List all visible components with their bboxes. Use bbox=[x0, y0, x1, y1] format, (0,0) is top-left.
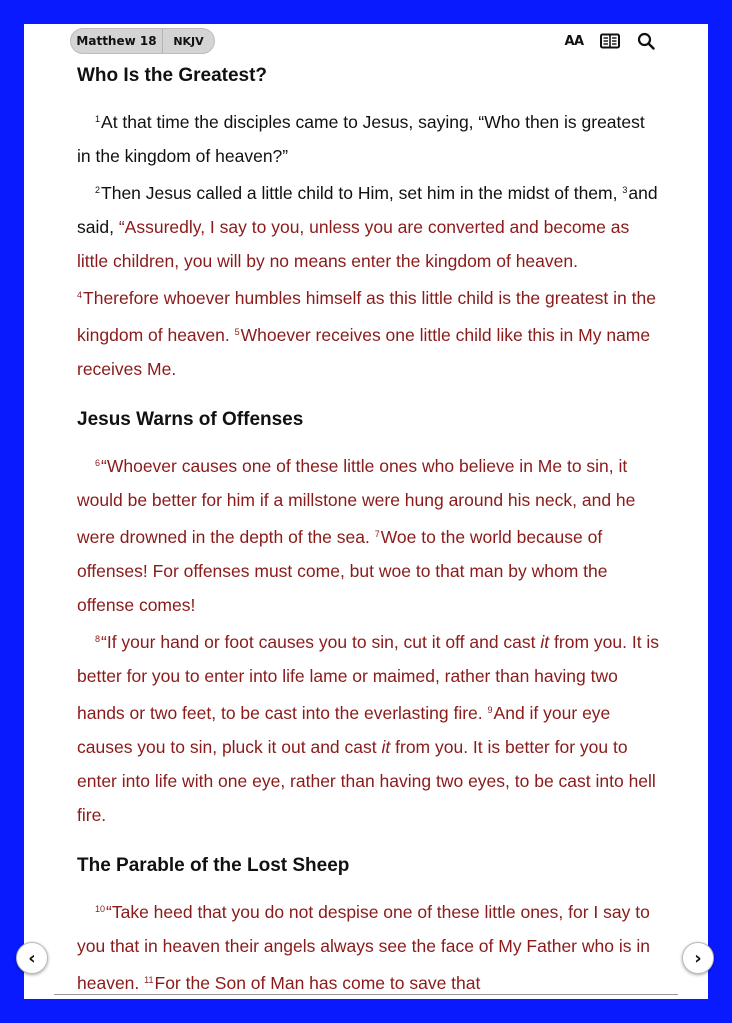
verse-text: and said, bbox=[77, 183, 658, 237]
verse-number: 1 bbox=[95, 114, 101, 124]
words-of-jesus: Whoever receives one little child like this in My name receives Me. bbox=[77, 325, 651, 379]
words-of-jesus: “Whoever causes one of these little ones who believe in Me to sin, it would be better for him if a millstone were hung around his neck, and he were drowned in the depth of the sea. bbox=[77, 456, 636, 547]
version-button[interactable]: NKJV bbox=[173, 34, 204, 48]
words-of-jesus: from you. It is better for you to enter into life lame or maimed, rather than having two hands or two feet, to be cast into the everlasting fire. bbox=[77, 632, 660, 723]
verse-text: Then Jesus called a little child to Him, set him in the midst of them, bbox=[101, 183, 618, 203]
chevron-left-icon[interactable] bbox=[16, 942, 48, 974]
words-of-jesus: “If your hand or foot causes you to sin, cut it off and cast bbox=[101, 632, 536, 652]
top-toolbar bbox=[24, 24, 708, 58]
prev-glyph: ‹ bbox=[28, 947, 36, 969]
words-of-jesus: “Take heed that you do not despise one of these little ones, for I say to you that in heaven their angels always see the face of My Father who is in heaven. bbox=[77, 902, 650, 993]
italic-word: it bbox=[540, 632, 550, 652]
verse-number: 2 bbox=[95, 185, 101, 195]
book-chapter-button[interactable]: Matthew 18 bbox=[71, 29, 163, 53]
font-size-label: AA bbox=[564, 33, 584, 49]
passage-selector bbox=[70, 28, 215, 54]
page-divider bbox=[54, 994, 678, 995]
verse-paragraph bbox=[77, 173, 662, 386]
verse-number: 7 bbox=[374, 529, 380, 539]
verse-number: 8 bbox=[95, 634, 101, 644]
chevron-right-icon[interactable] bbox=[682, 942, 714, 974]
verse-number: 10 bbox=[95, 904, 106, 914]
section-heading: Who Is the Greatest? bbox=[77, 65, 268, 86]
verse-text: At that time the disciples came to Jesus, saying, “Who then is greatest in the kingdom of heaven?” bbox=[77, 112, 645, 166]
verse-paragraph bbox=[77, 622, 662, 832]
next-glyph: › bbox=[694, 947, 702, 969]
verse-number: 5 bbox=[234, 327, 240, 337]
verse-paragraph bbox=[77, 892, 662, 999]
font-size-icon[interactable] bbox=[562, 30, 586, 52]
book-view-icon[interactable] bbox=[598, 30, 622, 52]
words-of-jesus: And if your eye causes you to sin, pluck it out and cast bbox=[77, 703, 611, 757]
chapter-content bbox=[77, 56, 662, 999]
words-of-jesus: “Assuredly, I say to you, unless you are converted and become as little children, you will by no means enter the kingdom of heaven. bbox=[77, 217, 630, 271]
section-heading: The Parable of the Lost Sheep bbox=[77, 855, 350, 876]
verse-number: 3 bbox=[622, 185, 628, 195]
toolbar-icons bbox=[562, 30, 658, 52]
words-of-jesus: Woe to the world because of offenses! For offenses must come, but woe to that man by whom the offense comes! bbox=[77, 527, 608, 615]
verse-number: 11 bbox=[144, 975, 154, 985]
words-of-jesus: from you. It is better for you to enter into life with one eye, rather than having two eyes, to be cast into hell fire. bbox=[77, 737, 656, 825]
search-icon[interactable] bbox=[634, 30, 658, 52]
reader-page bbox=[24, 24, 708, 999]
verse-paragraph bbox=[77, 446, 662, 622]
italic-word: it bbox=[381, 737, 391, 757]
words-of-jesus: Therefore whoever humbles himself as this little child is the greatest in the kingdom of heaven. bbox=[77, 288, 656, 345]
verse-number: 6 bbox=[95, 458, 101, 468]
verse-number: 9 bbox=[487, 705, 493, 715]
words-of-jesus: For the Son of Man has come to save that bbox=[154, 973, 481, 993]
verse-paragraph bbox=[77, 102, 662, 173]
section-heading: Jesus Warns of Offenses bbox=[77, 409, 304, 430]
verse-number: 4 bbox=[77, 290, 83, 300]
